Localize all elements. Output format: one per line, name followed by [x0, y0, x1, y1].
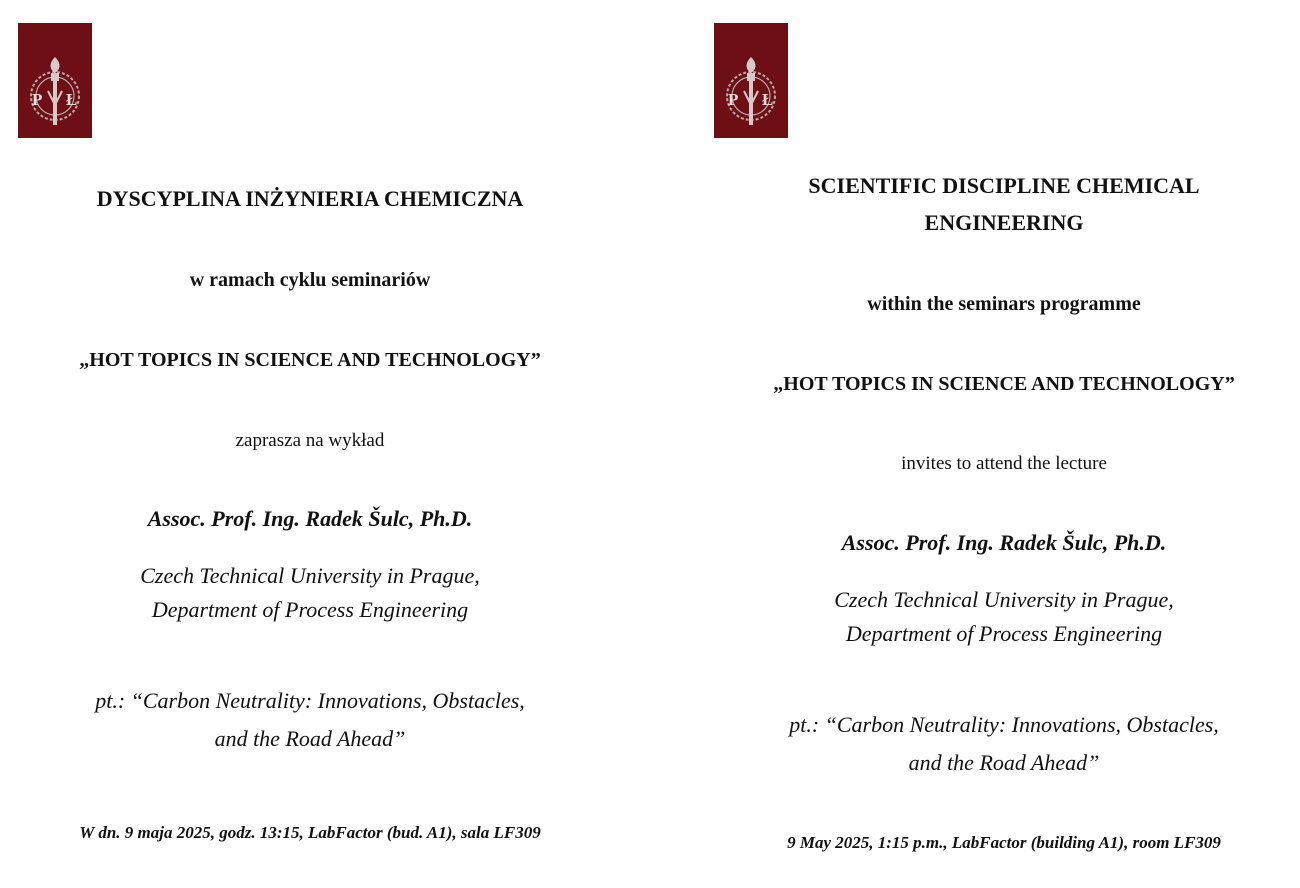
university-logo [18, 23, 92, 138]
svg-text:Ł: Ł [66, 90, 78, 109]
affiliation-line-2: Department of Process Engineering [151, 597, 469, 622]
series-title: „HOT TOPICS IN SCIENCE AND TECHNOLOGY” [79, 349, 541, 371]
invite-text: invites to attend the lecture [901, 453, 1107, 474]
discipline-heading-line-2: ENGINEERING [924, 210, 1084, 235]
svg-text:P: P [728, 90, 739, 109]
speaker-name: Assoc. Prof. Ing. Radek Šulc, Ph.D. [147, 506, 473, 531]
polish-announcement [0, 0, 620, 888]
svg-text:Ł: Ł [762, 90, 774, 109]
affiliation-line-1: Czech Technical University in Prague, [140, 563, 480, 588]
series-title: „HOT TOPICS IN SCIENCE AND TECHNOLOGY” [773, 373, 1235, 395]
lecture-title-line-1: pt.: “Carbon Neutrality: Innovations, Obstacles, [95, 688, 525, 713]
torch-gear-emblem-icon [714, 23, 788, 138]
speaker-name: Assoc. Prof. Ing. Radek Šulc, Ph.D. [841, 530, 1167, 555]
discipline-heading-line-1: SCIENTIFIC DISCIPLINE CHEMICAL [808, 173, 1200, 198]
affiliation-line-2: Department of Process Engineering [845, 621, 1163, 646]
invite-text: zaprasza na wykład [235, 430, 385, 451]
discipline-heading: DYSCYPLINA INŻYNIERIA CHEMICZNA [96, 186, 524, 211]
series-intro: within the seminars programme [867, 293, 1141, 315]
torch-gear-emblem-icon [18, 23, 92, 138]
svg-text:P: P [32, 90, 43, 109]
date-location: W dn. 9 maja 2025, godz. 13:15, LabFactor (bud. A1), sala LF309 [79, 823, 541, 842]
series-intro: w ramach cyklu seminariów [189, 269, 431, 291]
lecture-title-line-2: and the Road Ahead” [908, 750, 1100, 775]
affiliation-line-1: Czech Technical University in Prague, [834, 587, 1174, 612]
lecture-title-line-1: pt.: “Carbon Neutrality: Innovations, Obstacles, [789, 712, 1219, 737]
lecture-title-line-2: and the Road Ahead” [214, 726, 406, 751]
university-logo [714, 23, 788, 138]
date-location: 9 May 2025, 1:15 p.m., LabFactor (building A1), room LF309 [787, 833, 1221, 852]
english-announcement [700, 0, 1300, 888]
